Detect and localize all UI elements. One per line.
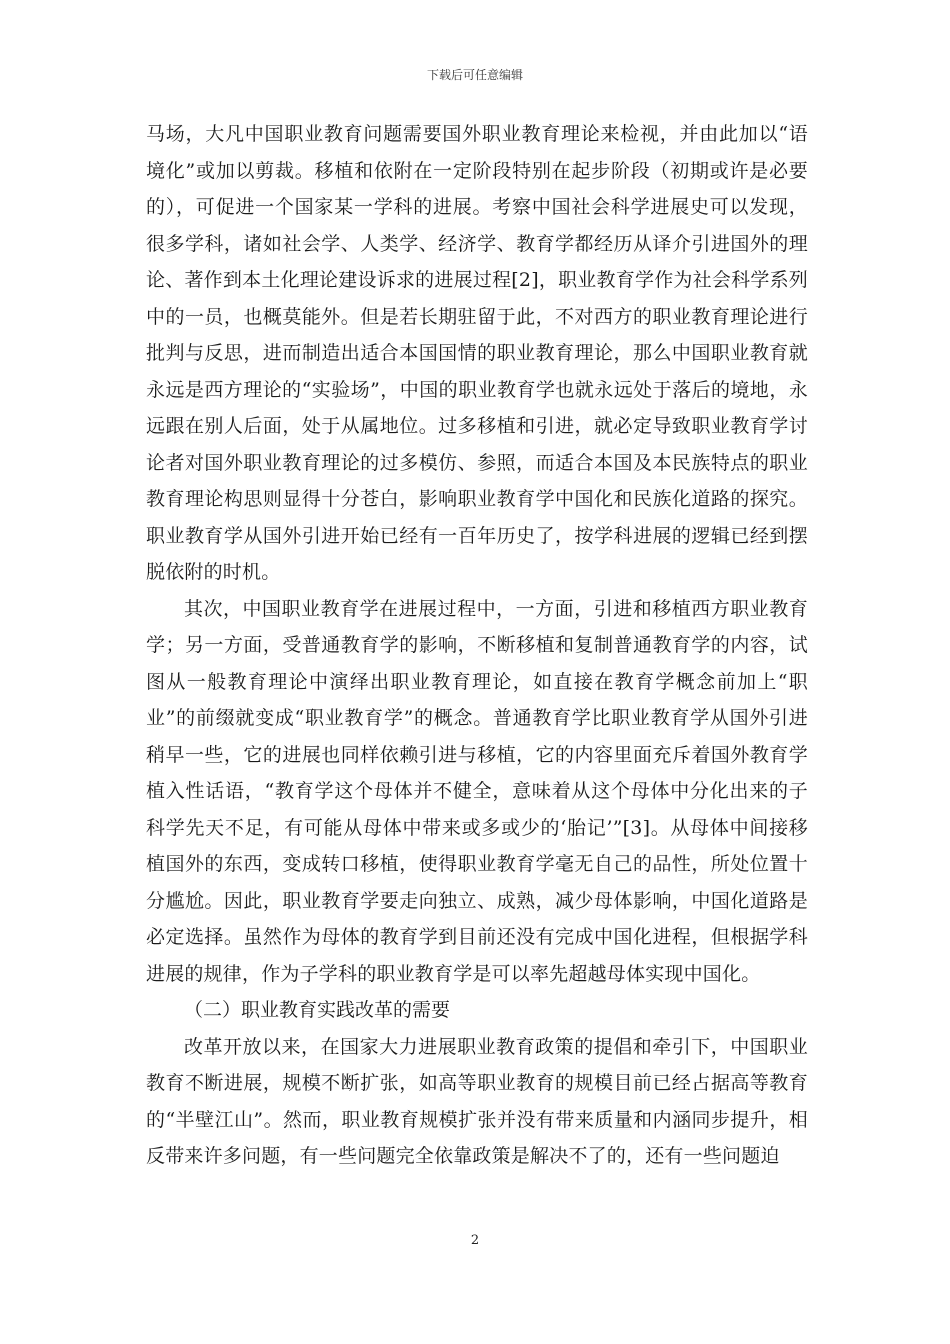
body-paragraph-continued: 马场，大凡中国职业教育问题需要国外职业教育理论来检视，并由此加以“语境化”或加以剪裁。移植和依附在一定阶段特别在起步阶段（初期或许是必要的），可促进一个国家某一学科的进展。考察中国社会科学进展史可以发现，很多学科，诸如社会学、人类学、经济学、教育学都经历从译介引进国外的理论、著作到本土化理论建设诉求的进展过程[2]，职业教育学作为社会科学系列中的一员，也概莫能外。但是若长期驻留于此，不对西方的职业教育理论进行批判与反思，进而制造出适合本国国情的职业教育理论，那么中国职业教育就永远是西方理论的“实验场”，中国的职业教育学也就永远处于落后的境地，永远跟在别人后面，处于从属地位。过多移植和引进，就必定导致职业教育学讨论者对国外职业教育理论的过多模仿、参照，而适合本国及本民族特点的职业教育理论构思则显得十分苍白，影响职业教育学中国化和民族化道路的探究。职业教育学从国外引进开始已经有一百年历史了，按学科进展的逻辑已经到摆脱依附的时机。 (146, 123, 808, 583)
section-heading: （二）职业教育实践改革的需要 (184, 999, 451, 1021)
page-header: 下载后可任意编辑 (426, 68, 523, 82)
body-paragraph: 改革开放以来，在国家大力进展职业教育政策的提倡和牵引下，中国职业教育不断进展，规模不断扩张，如高等职业教育的规模目前已经占据高等教育的“半壁江山”。然而，职业教育规模扩张并没有带来质量和内涵同步提升，相反带来许多问题，有一些问题完全依靠政策是解决不了的，还有一些问题迫 (146, 1035, 808, 1167)
document-body (146, 116, 808, 1175)
body-paragraph: 其次，中国职业教育学在进展过程中，一方面，引进和移植西方职业教育学；另一方面，受普通教育学的影响，不断移植和复制普通教育学的内容，试图从一般教育理论中演绎出职业教育理论，如直接在教育学概念前加上“职业”的前缀就变成“职业教育学”的概念。普通教育学比职业教育学从国外引进稍早一些，它的进展也同样依赖引进与移植，它的内容里面充斥着国外教育学植入性话语，“教育学这个母体并不健全，意味着从这个母体中分化出来的子科学先天不足，有可能从母体中带来或多或少的‘胎记’”[3]。从母体中间接移植国外的东西，变成转口移植，使得职业教育学毫无自己的品性，所处位置十分尴尬。因此，职业教育学要走向独立、成熟，减少母体影响，中国化道路是必定选择。虽然作为母体的教育学到目前还没有完成中国化进程，但根据学科进展的规律，作为子学科的职业教育学是可以率先超越母体实现中国化。 (146, 597, 808, 985)
page-number: 2 (470, 1233, 480, 1248)
